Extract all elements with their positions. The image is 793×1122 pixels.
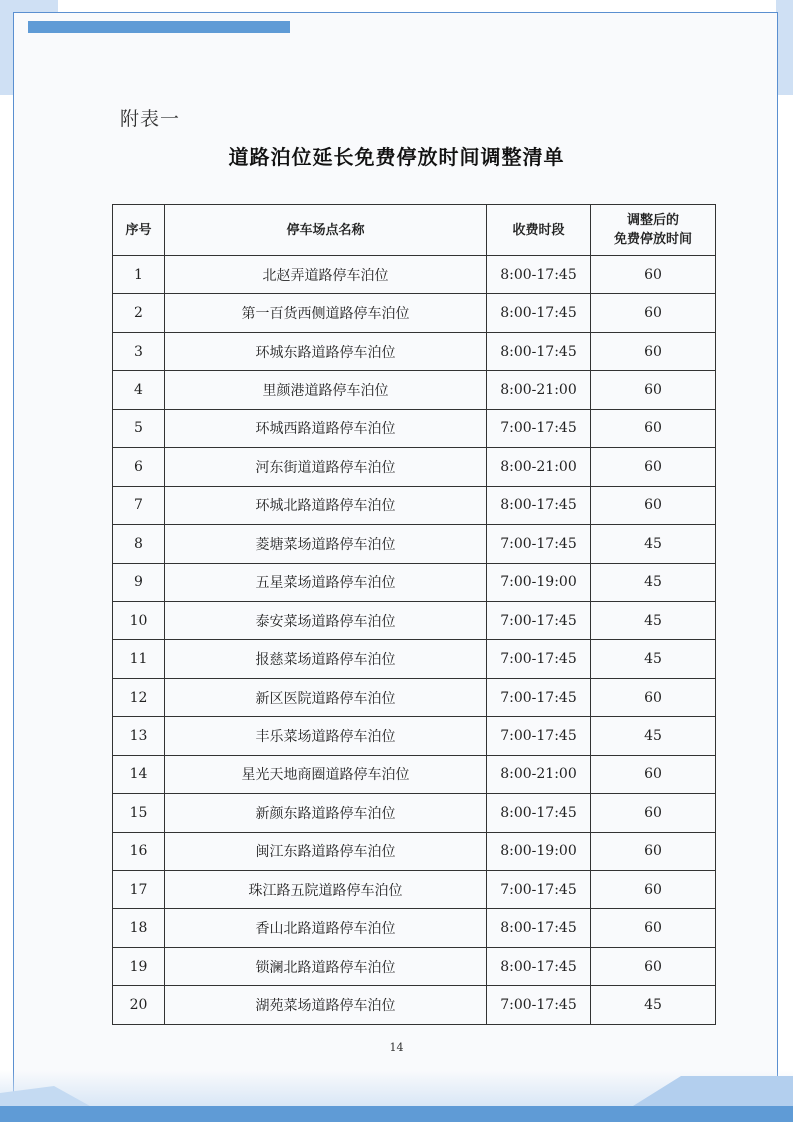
cell-name: 河东街道道路停车泊位 <box>165 448 487 486</box>
cell-free-time: 45 <box>591 525 716 563</box>
cell-period: 7:00-17:45 <box>487 986 591 1024</box>
cell-free-time: 60 <box>591 332 716 370</box>
cell-name: 五星菜场道路停车泊位 <box>165 563 487 601</box>
header-free-time-line2: 免费停放时间 <box>613 232 692 247</box>
cell-name: 丰乐菜场道路停车泊位 <box>165 717 487 755</box>
cell-period: 8:00-17:45 <box>487 256 591 294</box>
cell-index: 15 <box>113 794 165 832</box>
cell-period: 8:00-17:45 <box>487 947 591 985</box>
cell-name: 新颜东路道路停车泊位 <box>165 794 487 832</box>
header-name: 停车场点名称 <box>165 205 487 256</box>
parking-schedule-table <box>112 204 716 1025</box>
cell-free-time: 60 <box>591 371 716 409</box>
cell-name: 里颜港道路停车泊位 <box>165 371 487 409</box>
cell-name: 香山北路道路停车泊位 <box>165 909 487 947</box>
cell-free-time: 60 <box>591 678 716 716</box>
table-row <box>113 486 716 524</box>
header-accent-bar <box>28 21 290 33</box>
cell-free-time: 60 <box>591 256 716 294</box>
cell-name: 报慈菜场道路停车泊位 <box>165 640 487 678</box>
cell-index: 16 <box>113 832 165 870</box>
cell-index: 18 <box>113 909 165 947</box>
cell-free-time: 60 <box>591 486 716 524</box>
cell-name: 星光天地商圈道路停车泊位 <box>165 755 487 793</box>
cell-free-time: 45 <box>591 601 716 639</box>
cell-free-time: 60 <box>591 755 716 793</box>
cell-period: 8:00-19:00 <box>487 832 591 870</box>
cell-name: 环城西路道路停车泊位 <box>165 409 487 447</box>
cell-period: 7:00-17:45 <box>487 717 591 755</box>
header-index: 序号 <box>113 205 165 256</box>
cell-free-time: 60 <box>591 794 716 832</box>
cell-index: 17 <box>113 871 165 909</box>
cell-index: 8 <box>113 525 165 563</box>
cell-period: 7:00-17:45 <box>487 640 591 678</box>
cell-period: 8:00-21:00 <box>487 371 591 409</box>
header-free-time-line1: 调整后的 <box>626 213 679 228</box>
cell-index: 4 <box>113 371 165 409</box>
cell-period: 8:00-17:45 <box>487 294 591 332</box>
cell-index: 13 <box>113 717 165 755</box>
cell-index: 9 <box>113 563 165 601</box>
cell-free-time: 60 <box>591 832 716 870</box>
cell-name: 环城东路道路停车泊位 <box>165 332 487 370</box>
cell-name: 第一百货西侧道路停车泊位 <box>165 294 487 332</box>
document-title: 道路泊位延长免费停放时间调整清单 <box>228 145 565 169</box>
cell-name: 新区医院道路停车泊位 <box>165 678 487 716</box>
header-period: 收费时段 <box>487 205 591 256</box>
cell-free-time: 45 <box>591 640 716 678</box>
cell-period: 7:00-17:45 <box>487 525 591 563</box>
cell-period: 7:00-17:45 <box>487 871 591 909</box>
cell-free-time: 60 <box>591 871 716 909</box>
cell-index: 19 <box>113 947 165 985</box>
table-row <box>113 371 716 409</box>
table-row <box>113 909 716 947</box>
cell-name: 锁澜北路道路停车泊位 <box>165 947 487 985</box>
cell-period: 8:00-17:45 <box>487 794 591 832</box>
page-number: 14 <box>389 1041 404 1054</box>
cell-index: 20 <box>113 986 165 1024</box>
table-row <box>113 871 716 909</box>
cell-period: 8:00-17:45 <box>487 909 591 947</box>
table-row <box>113 294 716 332</box>
cell-index: 14 <box>113 755 165 793</box>
cell-name: 闽江东路道路停车泊位 <box>165 832 487 870</box>
cell-period: 8:00-21:00 <box>487 755 591 793</box>
cell-free-time: 45 <box>591 986 716 1024</box>
cell-name: 菱塘菜场道路停车泊位 <box>165 525 487 563</box>
table-row <box>113 563 716 601</box>
table-row <box>113 678 716 716</box>
cell-index: 10 <box>113 601 165 639</box>
corner-decoration-top-right <box>776 0 793 95</box>
cell-name: 珠江路五院道路停车泊位 <box>165 871 487 909</box>
table-row <box>113 832 716 870</box>
cell-free-time: 60 <box>591 448 716 486</box>
cell-index: 3 <box>113 332 165 370</box>
cell-index: 5 <box>113 409 165 447</box>
table-row <box>113 448 716 486</box>
cell-name: 泰安菜场道路停车泊位 <box>165 601 487 639</box>
table-row <box>113 525 716 563</box>
header-free-time <box>591 205 716 256</box>
cell-free-time: 60 <box>591 409 716 447</box>
cell-free-time: 60 <box>591 294 716 332</box>
cell-free-time: 60 <box>591 947 716 985</box>
table-row <box>113 717 716 755</box>
cell-name: 北赵弄道路停车泊位 <box>165 256 487 294</box>
table-row <box>113 947 716 985</box>
table-row <box>113 794 716 832</box>
cell-period: 7:00-17:45 <box>487 409 591 447</box>
cell-free-time: 60 <box>591 909 716 947</box>
cell-free-time: 45 <box>591 563 716 601</box>
appendix-label: 附表一 <box>120 108 181 130</box>
table-row <box>113 332 716 370</box>
cell-period: 7:00-19:00 <box>487 563 591 601</box>
table-header-row <box>113 205 716 256</box>
table-row <box>113 986 716 1024</box>
cell-index: 2 <box>113 294 165 332</box>
table-row <box>113 755 716 793</box>
cell-period: 8:00-17:45 <box>487 332 591 370</box>
cell-name: 环城北路道路停车泊位 <box>165 486 487 524</box>
footer-accent-bar <box>0 1106 793 1122</box>
table-body <box>113 256 716 1025</box>
cell-period: 7:00-17:45 <box>487 601 591 639</box>
cell-name: 湖苑菜场道路停车泊位 <box>165 986 487 1024</box>
table-row <box>113 601 716 639</box>
cell-period: 8:00-17:45 <box>487 486 591 524</box>
cell-period: 7:00-17:45 <box>487 678 591 716</box>
cell-index: 1 <box>113 256 165 294</box>
cell-free-time: 45 <box>591 717 716 755</box>
cell-index: 7 <box>113 486 165 524</box>
cell-period: 8:00-21:00 <box>487 448 591 486</box>
table-row <box>113 256 716 294</box>
cell-index: 12 <box>113 678 165 716</box>
cell-index: 6 <box>113 448 165 486</box>
cell-index: 11 <box>113 640 165 678</box>
table-row <box>113 640 716 678</box>
table-row <box>113 409 716 447</box>
